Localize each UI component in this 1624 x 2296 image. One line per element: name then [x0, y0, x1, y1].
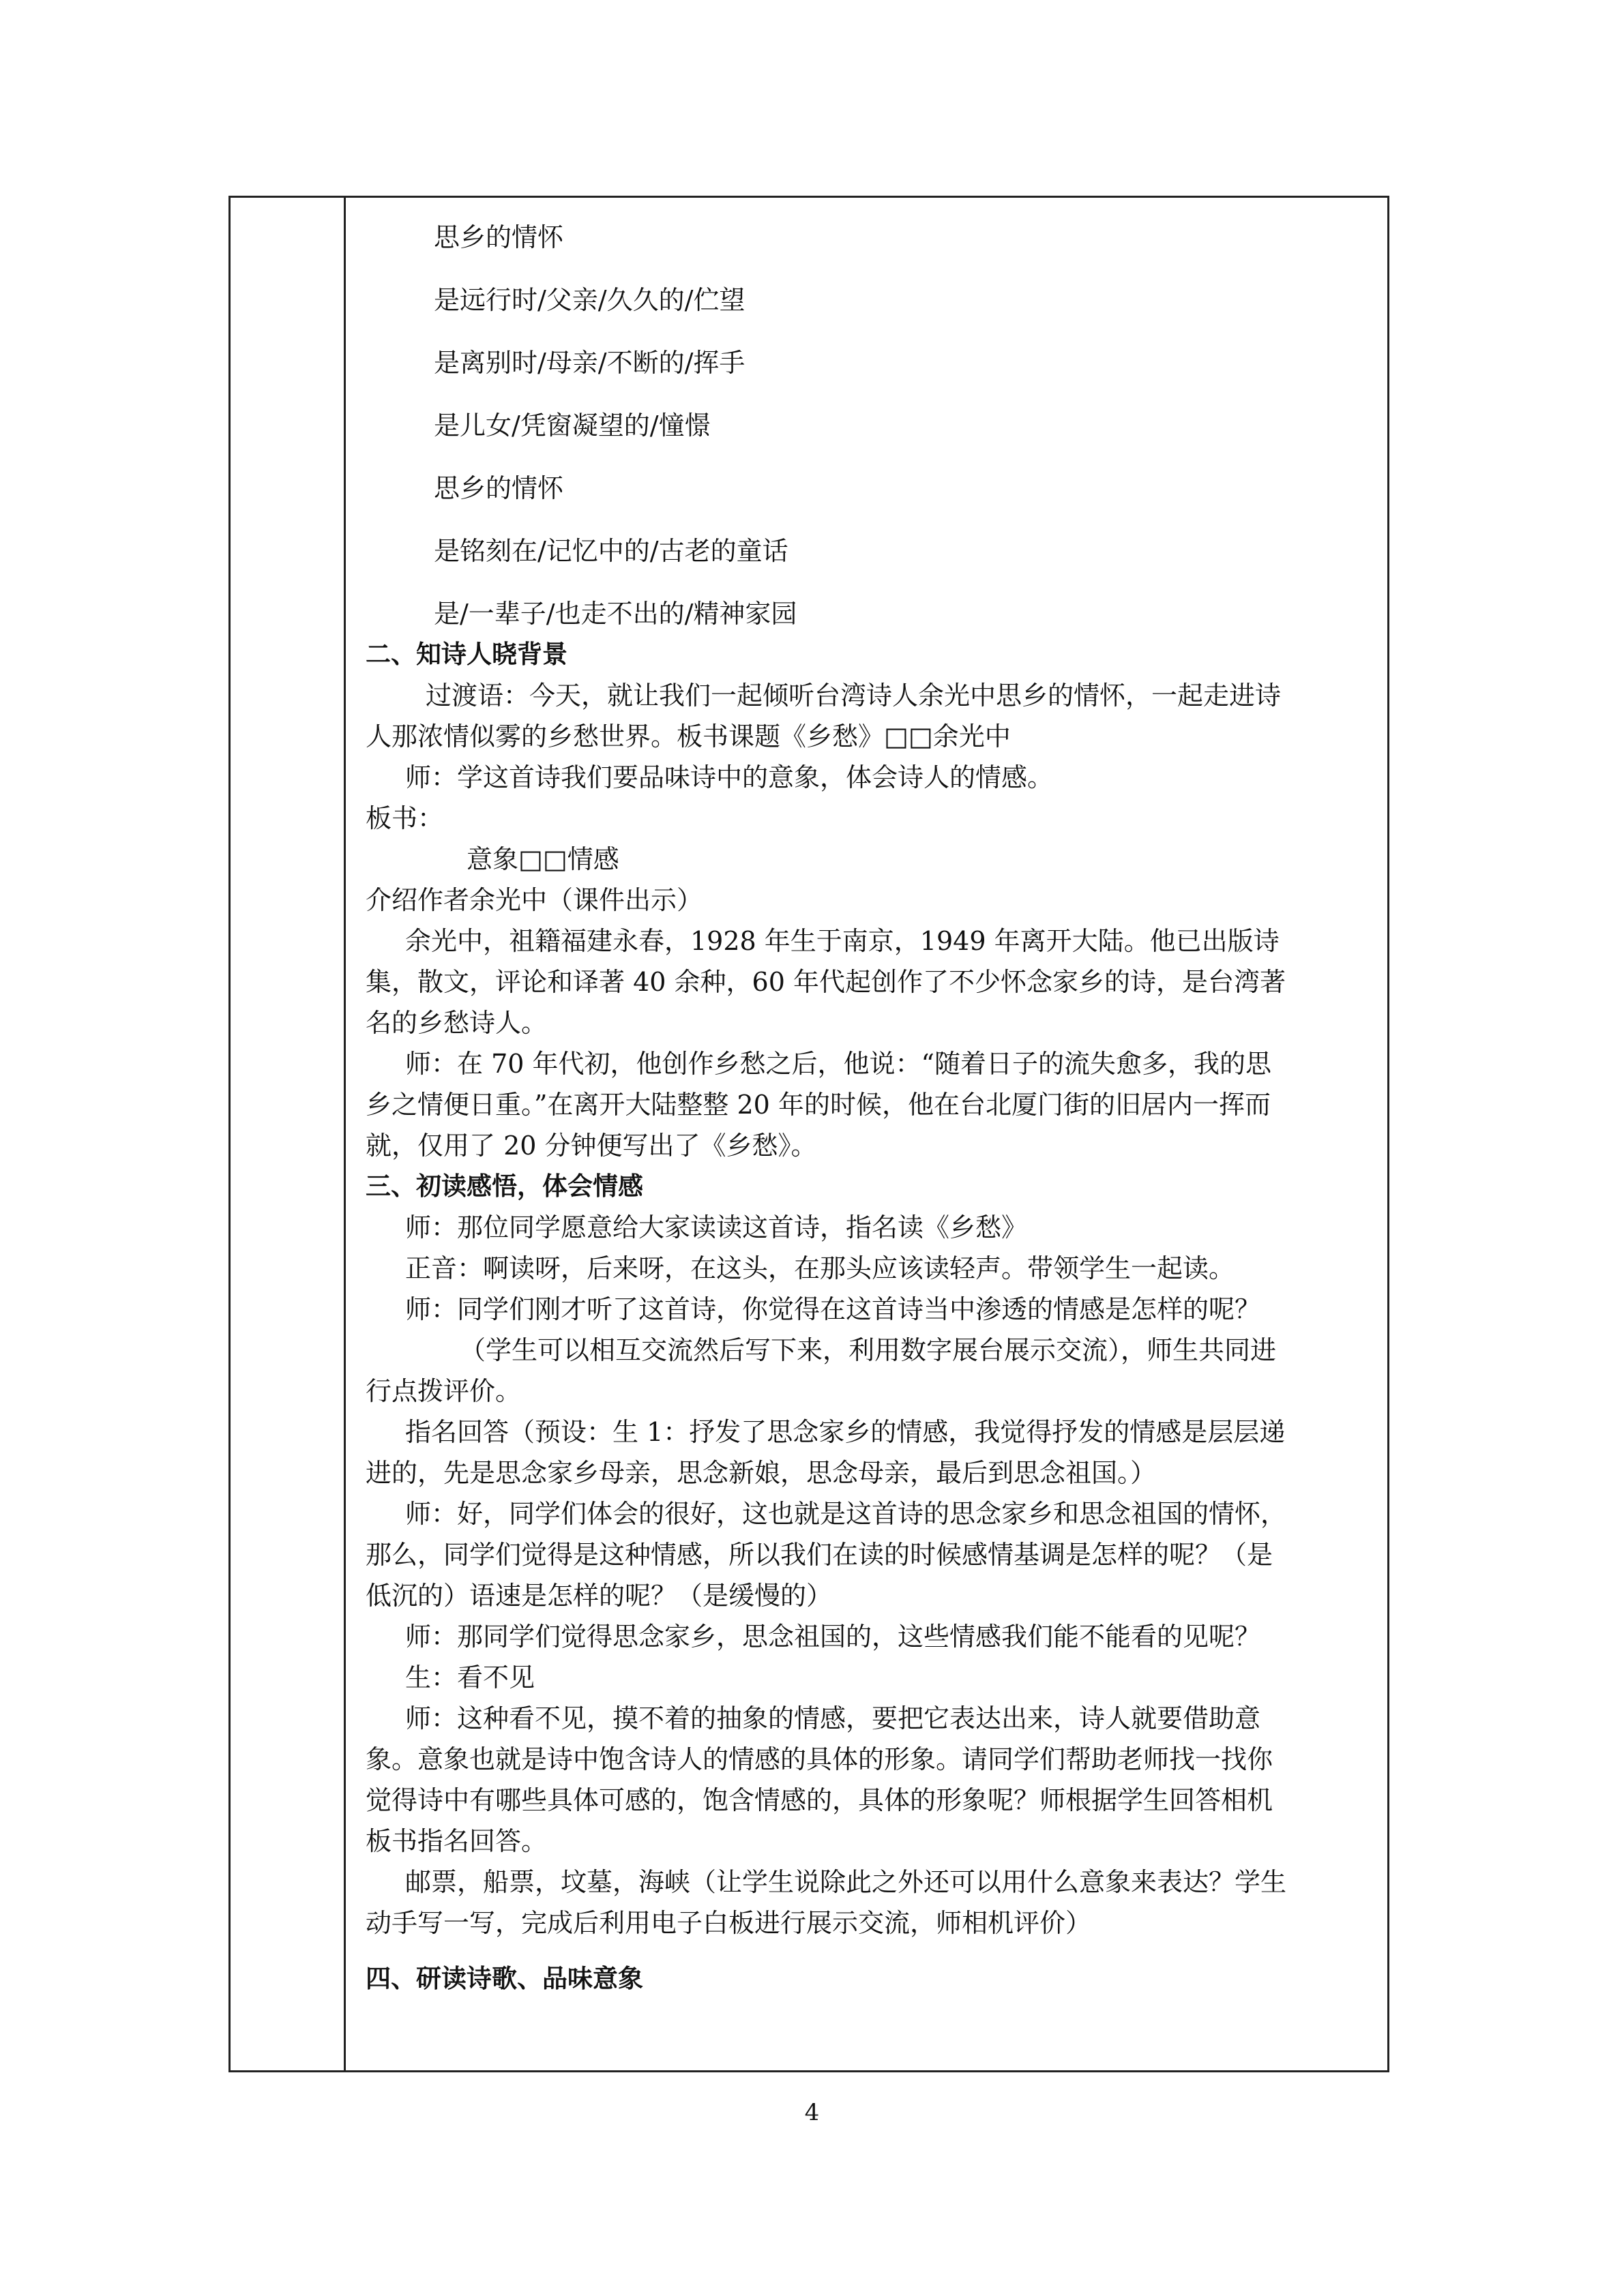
paragraph-line: 就，仅用了 20 分钟便写出了《乡愁》。: [366, 1131, 817, 1161]
paragraph-line: 师：那同学们觉得思念家乡，思念祖国的，这些情感我们能不能看的见呢？: [405, 1622, 1261, 1652]
section-heading: 三、初读感悟，体会情感: [366, 1172, 643, 1201]
paragraph-line: 板书指名回答。: [366, 1826, 548, 1856]
paragraph-line: 介绍作者余光中（课件出示）: [366, 885, 703, 915]
paragraph-line: 动手写一写，完成后利用电子白板进行展示交流，师相机评价）: [366, 1908, 1092, 1938]
lesson-content: [366, 217, 1382, 1999]
poem-line: 思乡的情怀: [434, 222, 564, 252]
paragraph-line: 师：那位同学愿意给大家读读这首诗，指名读《乡愁》: [405, 1212, 1028, 1242]
paragraph-line: 板书：: [366, 803, 444, 833]
paragraph-line: 觉得诗中有哪些具体可感的，饱含情感的，具体的形象呢？师根据学生回答相机: [366, 1785, 1273, 1815]
poem-line: 思乡的情怀: [434, 473, 564, 503]
paragraph-line: 进的，先是思念家乡母亲，思念新娘，思念母亲，最后到思念祖国。）: [366, 1458, 1157, 1488]
paragraph-line: 意象□□情感: [467, 844, 619, 874]
poem-line: 是远行时/父亲/久久的/伫望: [434, 285, 745, 315]
paragraph-line: （学生可以相互交流然后写下来，利用数字展台展示交流），师生共同进: [460, 1335, 1277, 1365]
poem: [366, 217, 1382, 634]
paragraph-line: 师：好，同学们体会的很好，这也就是这首诗的思念家乡和思念祖国的情怀，: [405, 1499, 1287, 1529]
paragraph-line: 过渡语：今天，就让我们一起倾听台湾诗人余光中思乡的情怀，一起走进诗: [426, 681, 1282, 711]
paragraph-line: 指名回答（预设：生 1：抒发了思念家乡的情感，我觉得抒发的情感是层层递: [405, 1417, 1286, 1447]
poem-line: 是离别时/母亲/不断的/挥手: [434, 348, 745, 378]
paragraph-line: 邮票，船票，坟墓，海峡（让学生说除此之外还可以用什么意象来表达？学生: [405, 1867, 1287, 1897]
paragraph-line: 乡之情便日重。”在离开大陆整整 20 年的时候，他在台北厦门街的旧居内一挥而: [366, 1090, 1271, 1120]
paragraph-line: 那么，同学们觉得是这种情感，所以我们在读的时候感情基调是怎样的呢？（是: [366, 1540, 1273, 1570]
section-heading: 二、知诗人晓背景: [366, 640, 567, 669]
paragraph-line: 生：看不见: [405, 1663, 535, 1693]
paragraph-line: 人那浓情似雾的乡愁世界。板书课题《乡愁》□□余光中: [366, 721, 1011, 751]
paragraph-line: 名的乡愁诗人。: [366, 1008, 548, 1038]
paragraph-line: 低沉的）语速是怎样的呢？（是缓慢的）: [366, 1581, 833, 1611]
paragraph-line: 集，散文，评论和译著 40 余种，60 年代起创作了不少怀念家乡的诗，是台湾著: [366, 967, 1286, 997]
poem-line: 是铭刻在/记忆中的/古老的童话: [434, 536, 788, 566]
column-divider: [344, 198, 346, 2070]
paragraph-line: 师：同学们刚才听了这首诗，你觉得在这首诗当中渗透的情感是怎样的呢？: [405, 1294, 1261, 1324]
paragraph-line: 师：在 70 年代初，他创作乡愁之后，他说：“随着日子的流失愈多，我的思: [405, 1049, 1271, 1079]
lesson-table: [228, 196, 1389, 2072]
paragraph-line: 正音：啊读呀，后来呀，在这头，在那头应该读轻声。带领学生一起读。: [405, 1253, 1235, 1283]
page-number: 4: [804, 2099, 820, 2126]
paragraph-line: 行点拨评价。: [366, 1376, 522, 1406]
paragraph-line: 师：学这首诗我们要品味诗中的意象，体会诗人的情感。: [405, 762, 1054, 792]
paragraph-line: 师：这种看不见，摸不着的抽象的情感，要把它表达出来，诗人就要借助意: [405, 1703, 1261, 1733]
poem-line: 是/一辈子/也走不出的/精神家园: [434, 599, 797, 629]
paragraph-line: 余光中，祖籍福建永春，1928 年生于南京，1949 年离开大陆。他已出版诗: [405, 926, 1280, 956]
paragraph-line: 象。意象也就是诗中饱含诗人的情感的具体的形象。请同学们帮助老师找一找你: [366, 1744, 1273, 1774]
poem-line: 是儿女/凭窗凝望的/憧憬: [434, 411, 711, 441]
section-heading: 四、研读诗歌、品味意象: [366, 1964, 643, 1993]
